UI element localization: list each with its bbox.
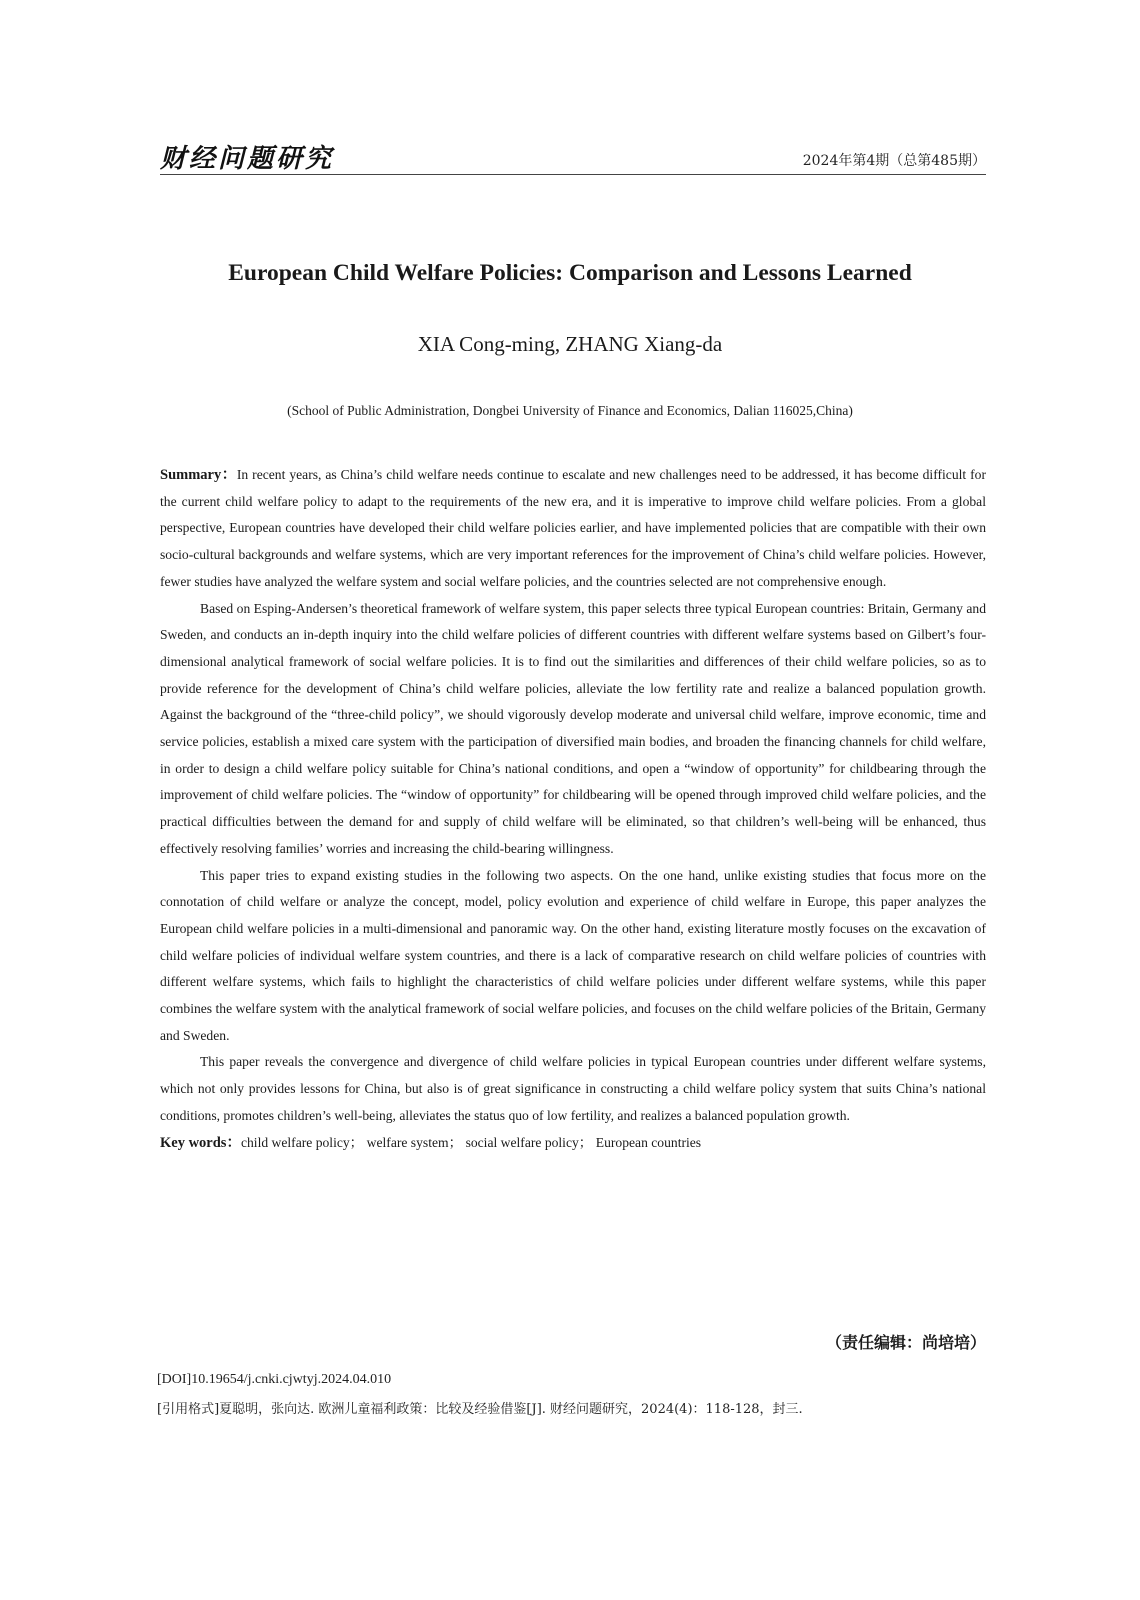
article-authors: XIA Cong-ming, ZHANG Xiang-da [417,332,723,356]
abstract-paragraph-4: This paper reveals the convergence and divergence of child welfare policies in typical European countries under different welfare systems, which not only provides lessons for China, but also is of great significance in constructing a child welfare policy system that suits China’s national conditions, promotes children’s well-being, alleviates the status quo of low fertility, and realizes a balanced population growth. [160,1054,986,1123]
abstract [160,462,986,1156]
abstract-paragraph-1 [160,462,986,596]
responsible-editor: （责任编辑：尚培培） [825,1333,986,1352]
issue-info: 2024年第4期（总第485期） [802,153,986,169]
abstract-paragraph-3: This paper tries to expand existing studies in the following two aspects. On the one hand, unlike existing studies that focus more on the connotation of child welfare or analyze the concept, model, policy evolution and experience of child welfare in Europe, this paper analyzes the European child welfare policies in a multi-dimensional and panoramic way. On the other hand, existing literature mostly focuses on the excavation of child welfare policies of individual welfare system countries, and there is a lack of comparative research on child welfare policies of countries with different welfare systems, which fails to highlight the characteristics of child welfare policies under different welfare systems, while this paper combines the welfare system with the analytical framework of social welfare policies, and focuses on the child welfare policies of the Britain, Germany and Sweden. [160,867,986,1043]
keywords-text: child welfare policy； welfare system； social welfare policy； European countries [240,1134,702,1150]
keywords-label: Key words： [160,1134,241,1151]
journal-logo: 财经问题研究 [160,144,335,174]
page-header [160,138,986,175]
doi-line: [DOI]10.19654/j.cnki.cjwtyj.2024.04.010 [157,1372,392,1387]
keywords-line [160,1130,986,1157]
summary-text: In recent years, as China’s child welfare needs continue to escalate and new challenges need to be addressed, it has become difficult for the current child welfare policy to adapt to the requirements of the new era, and it is imperative to improve child welfare policies. From a global perspective, European countries have developed their child welfare policies earlier, and have implemented policies that are compatible with their own socio-cultural backgrounds and welfare systems, which are very important references for the improvement of China’s child welfare policies. However, fewer studies have analyzed the welfare system and social welfare policies, and the countries selected are not comprehensive enough. [160,467,986,589]
citation-line: [引用格式]夏聪明，张向达. 欧洲儿童福利政策：比较及经验借鉴[J]. 财经问题研究，2024(4)：118-128，封三. [157,1402,803,1417]
article-title: European Child Welfare Policies: Comparison and Lessons Learned [228,260,912,286]
article-affiliation: (School of Public Administration, Dongbei University of Finance and Economics, Dalian 116025,China) [287,403,853,418]
abstract-paragraph-2: Based on Esping-Andersen’s theoretical framework of welfare system, this paper selects three typical European countries: Britain, Germany and Sweden, and conducts an in-depth inquiry into the child welfare policies of different countries with different welfare systems based on Gilbert’s four-dimensional analytical framework of social welfare policies. It is to find out the similarities and differences of their child welfare policies, so as to provide reference for the development of China’s child welfare policies, alleviate the low fertility rate and realize a balanced population growth. Against the background of the “three-child policy”, we should vigorously develop moderate and universal child welfare, improve economic, time and service policies, establish a mixed care system with the participation of diversified main bodies, and broaden the financing channels for child welfare, in order to design a child welfare policy suitable for China’s national conditions, and open a “window of opportunity” for childbearing through the improvement of child welfare policies. The “window of opportunity” for childbearing will be opened through improved child welfare policies, and the practical difficulties between the demand for and supply of child welfare will be eliminated, so that children’s well-being will be enhanced, thus effectively resolving families’ worries and increasing the child-bearing willingness. [160,600,986,856]
summary-label: Summary： [160,467,237,483]
